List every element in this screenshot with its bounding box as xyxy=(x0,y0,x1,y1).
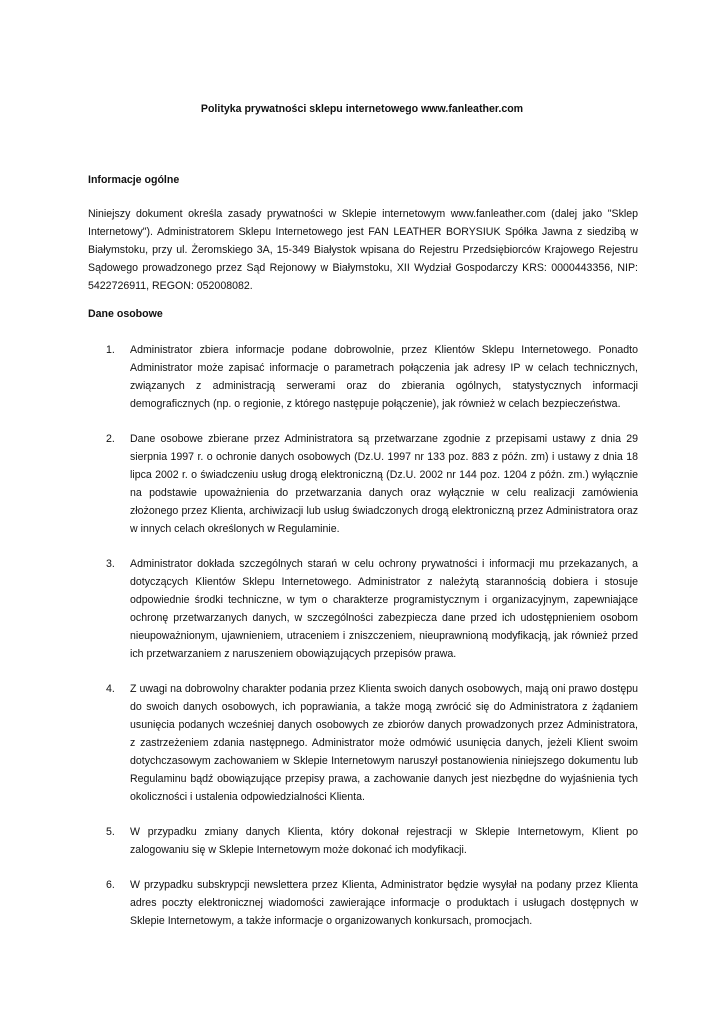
personal-data-list xyxy=(88,341,638,947)
list-item-number: 2. xyxy=(106,433,115,445)
list-item xyxy=(88,341,638,413)
list-item xyxy=(88,555,638,663)
list-item-number: 5. xyxy=(106,826,115,838)
list-item-number: 1. xyxy=(106,344,115,356)
list-item-number: 3. xyxy=(106,558,115,570)
list-item xyxy=(88,876,638,930)
section-heading-personal-data: Dane osobowe xyxy=(88,308,163,320)
general-info-paragraph: Niniejszy dokument określa zasady prywatności w Sklepie internetowym www.fanleather.com (dalej jako "Sklep Internetowy"). Administratorem Sklepu Internetowego jest FAN LEATHER BORYSIUK Spółka Jawna z siedzibą w Białymstoku, przy ul. Żeromskiego 3A, 15-349 Białystok wpisana do Rejestru Przedsiębiorców Krajowego Rejestru Sądowego prowadzonego przez Sąd Rejonowy w Białymstoku, XII Wydział Gospodarczy KRS: 0000443356, NIP: 5422726911, REGON: 052008082. xyxy=(88,208,638,292)
list-item-text: W przypadku zmiany danych Klienta, który dokonał rejestracji w Sklepie Internetowym, Klient po zalogowaniu się w Sklepie Internetowym może dokonać ich modyfikacji. xyxy=(130,826,638,856)
list-item-text: Administrator dokłada szczególnych starań w celu ochrony prywatności i informacji mu przekazanych, a dotyczących Klientów Sklepu Internetowego. Administrator z należytą starannością dobiera i stosuje odpowiednie środki techniczne, w tym o charakterze programistycznym i organizacyjnym, zapewniające ochronę przetwarzanych danych, w szczególności zabezpiecza dane przed ich udostępnieniem osobom nieupoważnionym, ujawnieniem, utraceniem i zniszczeniem, nieuprawnioną modyfikacją, jak również przed ich przetwarzaniem z naruszeniem obowiązujących przepisów prawa. xyxy=(130,558,638,660)
list-item xyxy=(88,430,638,538)
list-item-number: 4. xyxy=(106,683,115,695)
list-item-text: Dane osobowe zbierane przez Administratora są przetwarzane zgodnie z przepisami ustawy z dnia 29 sierpnia 1997 r. o ochronie danych osobowych (Dz.U. 1997 nr 133 poz. 883 z późn. zm) i ustawy z dnia 18 lipca 2002 r. o świadczeniu usług drogą elektroniczną (Dz.U. 2002 nr 144 poz. 1204 z późn. zm.) wyłącznie na podstawie upoważnienia do przetwarzania danych oraz wyłącznie w celu realizacji zamówienia złożonego przez Klienta, archiwizacji lub usług świadczonych drogą elektroniczną przez Administratora oraz w innych celach określonych w Regulaminie. xyxy=(130,433,638,535)
section-heading-general: Informacje ogólne xyxy=(88,174,180,186)
list-item-text: W przypadku subskrypcji newslettera przez Klienta, Administrator będzie wysyłał na podany przez Klienta adres poczty elektronicznej wiadomości zawierające informacje o produktach i usługach dostępnych w Sklepie Internetowym, a także informacje o organizowanych konkursach, promocjach. xyxy=(130,879,638,927)
list-item xyxy=(88,823,638,859)
list-item-text: Z uwagi na dobrowolny charakter podania przez Klienta swoich danych osobowych, mają oni prawo dostępu do swoich danych osobowych, ich poprawiania, a także mogą zwrócić się do Administratora z żądaniem usunięcia podanych wcześniej danych osobowych ze zbiorów danych prowadzonych przez Administratora, z zastrzeżeniem zdania następnego. Administrator może odmówić usunięcia danych, jeżeli Klient swoim dotychczasowym zachowaniem w Sklepie Internetowym naruszył postanowienia niniejszego dokumentu lub Regulaminu bądź obowiązujące przepisy prawa, a zachowanie danych jest niezbędne do wyjaśnienia tych okoliczności i ustalenia odpowiedzialności Klienta. xyxy=(130,683,638,803)
list-item-number: 6. xyxy=(106,879,115,891)
document-title: Polityka prywatności sklepu internetowego www.fanleather.com xyxy=(200,103,524,115)
list-item-text: Administrator zbiera informacje podane dobrowolnie, przez Klientów Sklepu Internetowego. Ponadto Administrator może zapisać informacje o parametrach połączenia jak adresy IP w celach technicznych, związanych z administracją serwerami oraz do zbierania ogólnych, statystycznych informacji demograficznych (np. o regionie, z którego następuje połączenie), jak również w celach bezpieczeństwa. xyxy=(130,344,638,410)
list-item xyxy=(88,680,638,806)
